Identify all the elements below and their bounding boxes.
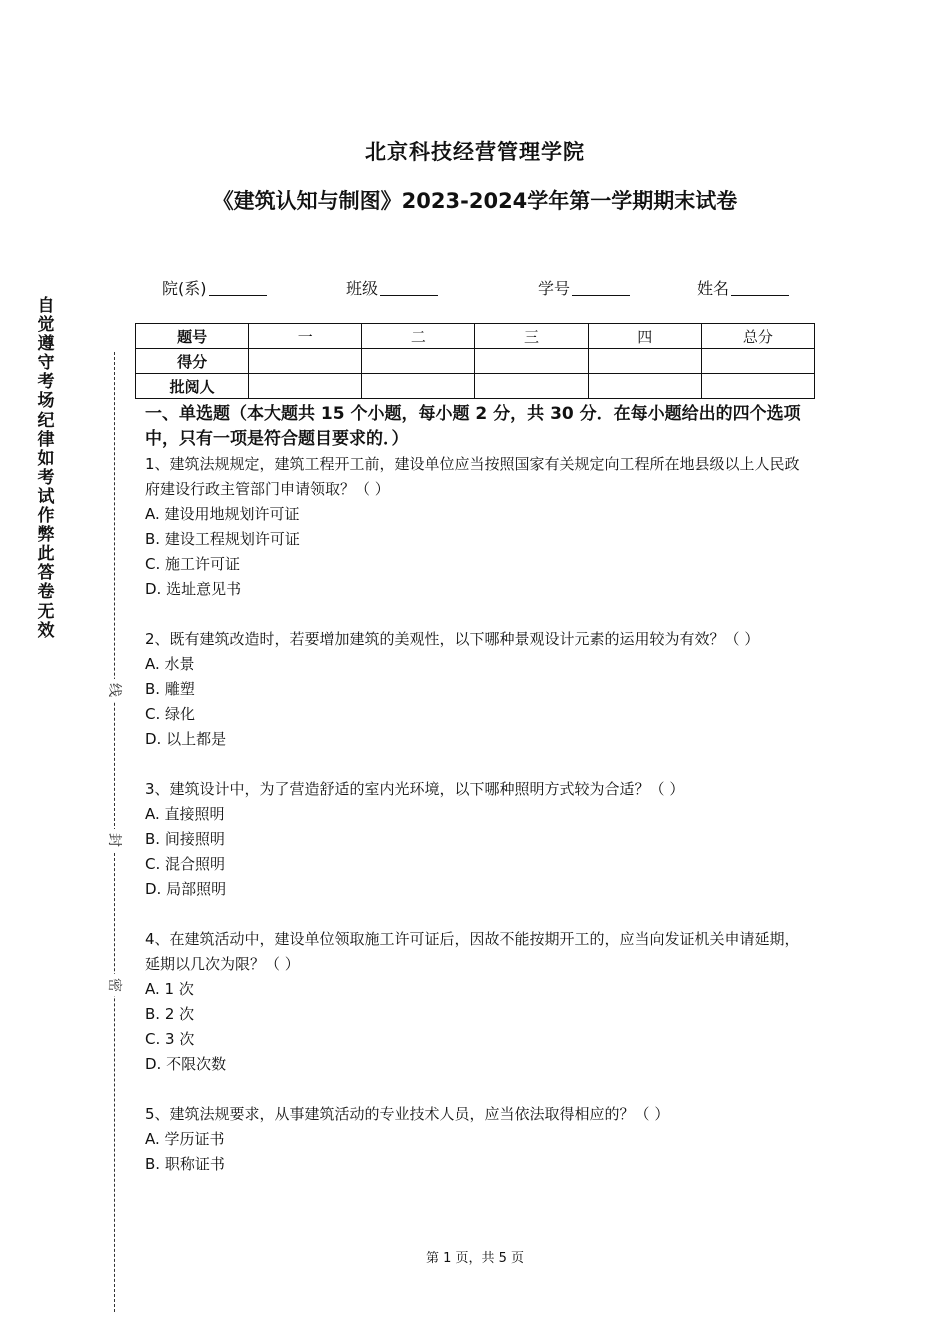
score-header-cell: 二	[362, 324, 475, 349]
question-option[interactable]: D. 以上都是	[145, 730, 227, 748]
student-id-field[interactable]	[538, 276, 630, 299]
school-name: 北京科技经营管理学院	[365, 140, 585, 164]
class-label: 班级	[346, 279, 379, 298]
score-table-reviewer-row	[136, 374, 815, 399]
notice-char: 场	[37, 391, 55, 412]
notice-char: 律	[37, 429, 55, 450]
score-header-cell: 一	[249, 324, 362, 349]
question-option[interactable]: B. 间接照明	[145, 830, 225, 848]
question-stem: 1、建筑法规规定，建筑工程开工前，建设单位应当按照国家有关规定向工程所在地县级以上人民政府建设行政主管部门申请领取？（ ）	[145, 455, 800, 498]
question-option[interactable]: D. 选址意见书	[145, 580, 242, 598]
name-blank[interactable]	[731, 279, 789, 296]
seal-label-seal: 封	[105, 829, 125, 851]
question-option[interactable]: C. 3 次	[145, 1030, 195, 1048]
notice-char: 无	[37, 601, 55, 622]
notice-char: 考	[37, 467, 55, 488]
question-stem: 4、在建筑活动中，建设单位领取施工许可证后，因故不能按期开工的，应当向发证机关申请延期，延期以几次为限？（ ）	[145, 930, 800, 973]
notice-char: 考	[37, 372, 55, 393]
reviewer-cell[interactable]	[588, 374, 701, 399]
notice-char: 此	[37, 544, 55, 565]
question-option[interactable]: A. 建设用地规划许可证	[145, 505, 300, 523]
department-field[interactable]	[162, 276, 267, 299]
notice-char: 自	[37, 296, 55, 316]
question-option[interactable]: B. 职称证书	[145, 1155, 225, 1173]
seal-label-secret: 密	[105, 974, 125, 996]
score-table	[135, 323, 815, 399]
name-label: 姓名	[697, 279, 730, 298]
question-option[interactable]: A. 直接照明	[145, 805, 225, 823]
question-option[interactable]: D. 不限次数	[145, 1055, 227, 1073]
question-item	[145, 927, 813, 1077]
question-item	[145, 452, 813, 602]
reviewer-cell[interactable]	[475, 374, 588, 399]
question-option[interactable]: C. 施工许可证	[145, 555, 241, 573]
score-cell[interactable]	[588, 349, 701, 374]
question-list	[145, 452, 813, 1202]
reviewer-cell[interactable]	[362, 374, 475, 399]
department-label: 院(系)	[162, 279, 207, 298]
score-cell[interactable]	[249, 349, 362, 374]
department-blank[interactable]	[209, 279, 267, 296]
notice-char: 作	[37, 506, 55, 527]
question-option[interactable]: A. 学历证书	[145, 1130, 225, 1148]
student-id-blank[interactable]	[572, 279, 630, 296]
notice-char: 觉	[37, 315, 55, 336]
score-table-header-row	[136, 324, 815, 349]
section-heading: 一、单选题（本大题共 15 个小题，每小题 2 分，共 30 分．在每小题给出的四个选项中，只有一项是符合题目要求的．）	[145, 404, 801, 449]
notice-char: 试	[37, 486, 55, 507]
question-option[interactable]: B. 雕塑	[145, 680, 195, 698]
notice-char: 效	[37, 620, 55, 641]
question-item	[145, 627, 813, 752]
question-option[interactable]: B. 2 次	[145, 1005, 195, 1023]
reviewer-cell[interactable]	[701, 374, 814, 399]
score-header-cell: 三	[475, 324, 588, 349]
question-option[interactable]: C. 绿化	[145, 705, 196, 723]
question-item	[145, 777, 813, 902]
student-id-label: 学号	[538, 279, 571, 298]
notice-char: 弊	[37, 525, 55, 546]
question-option[interactable]: A. 水景	[145, 655, 195, 673]
score-header-cell: 总分	[701, 324, 814, 349]
reviewer-cell[interactable]	[249, 374, 362, 399]
name-field[interactable]	[697, 276, 789, 299]
question-option[interactable]: B. 建设工程规划许可证	[145, 530, 300, 548]
reviewer-row-label: 批阅人	[136, 374, 249, 399]
question-option[interactable]: D. 局部照明	[145, 880, 227, 898]
score-table-score-row	[136, 349, 815, 374]
question-option[interactable]: A. 1 次	[145, 980, 194, 998]
score-cell[interactable]	[362, 349, 475, 374]
question-stem: 5、建筑法规要求，从事建筑活动的专业技术人员，应当依法取得相应的？（ ）	[145, 1105, 670, 1123]
score-cell[interactable]	[475, 349, 588, 374]
score-cell[interactable]	[701, 349, 814, 374]
class-blank[interactable]	[380, 279, 438, 296]
score-row-label: 得分	[136, 349, 249, 374]
exam-title: 《建筑认知与制图》2023-2024学年第一学期期末试卷	[212, 189, 738, 213]
question-stem: 2、既有建筑改造时，若要增加建筑的美观性，以下哪种景观设计元素的运用较为有效？（ ）	[145, 630, 760, 648]
exam-discipline-notice	[34, 297, 58, 641]
class-field[interactable]	[346, 276, 438, 299]
question-stem: 3、建筑设计中，为了营造舒适的室内光环境，以下哪种照明方式较为合适？（ ）	[145, 780, 685, 798]
notice-char: 守	[37, 353, 55, 374]
notice-char: 纪	[37, 410, 55, 431]
question-option[interactable]: C. 混合照明	[145, 855, 226, 873]
seal-label-line: 线	[105, 679, 125, 701]
page-number: 第 1 页，共 5 页	[425, 1251, 525, 1266]
question-item	[145, 1102, 813, 1177]
notice-char: 如	[37, 448, 55, 469]
notice-char: 答	[37, 563, 55, 584]
notice-char: 卷	[37, 582, 55, 603]
score-header-cell: 四	[588, 324, 701, 349]
notice-char: 遵	[37, 334, 55, 355]
score-header-cell: 题号	[136, 324, 249, 349]
